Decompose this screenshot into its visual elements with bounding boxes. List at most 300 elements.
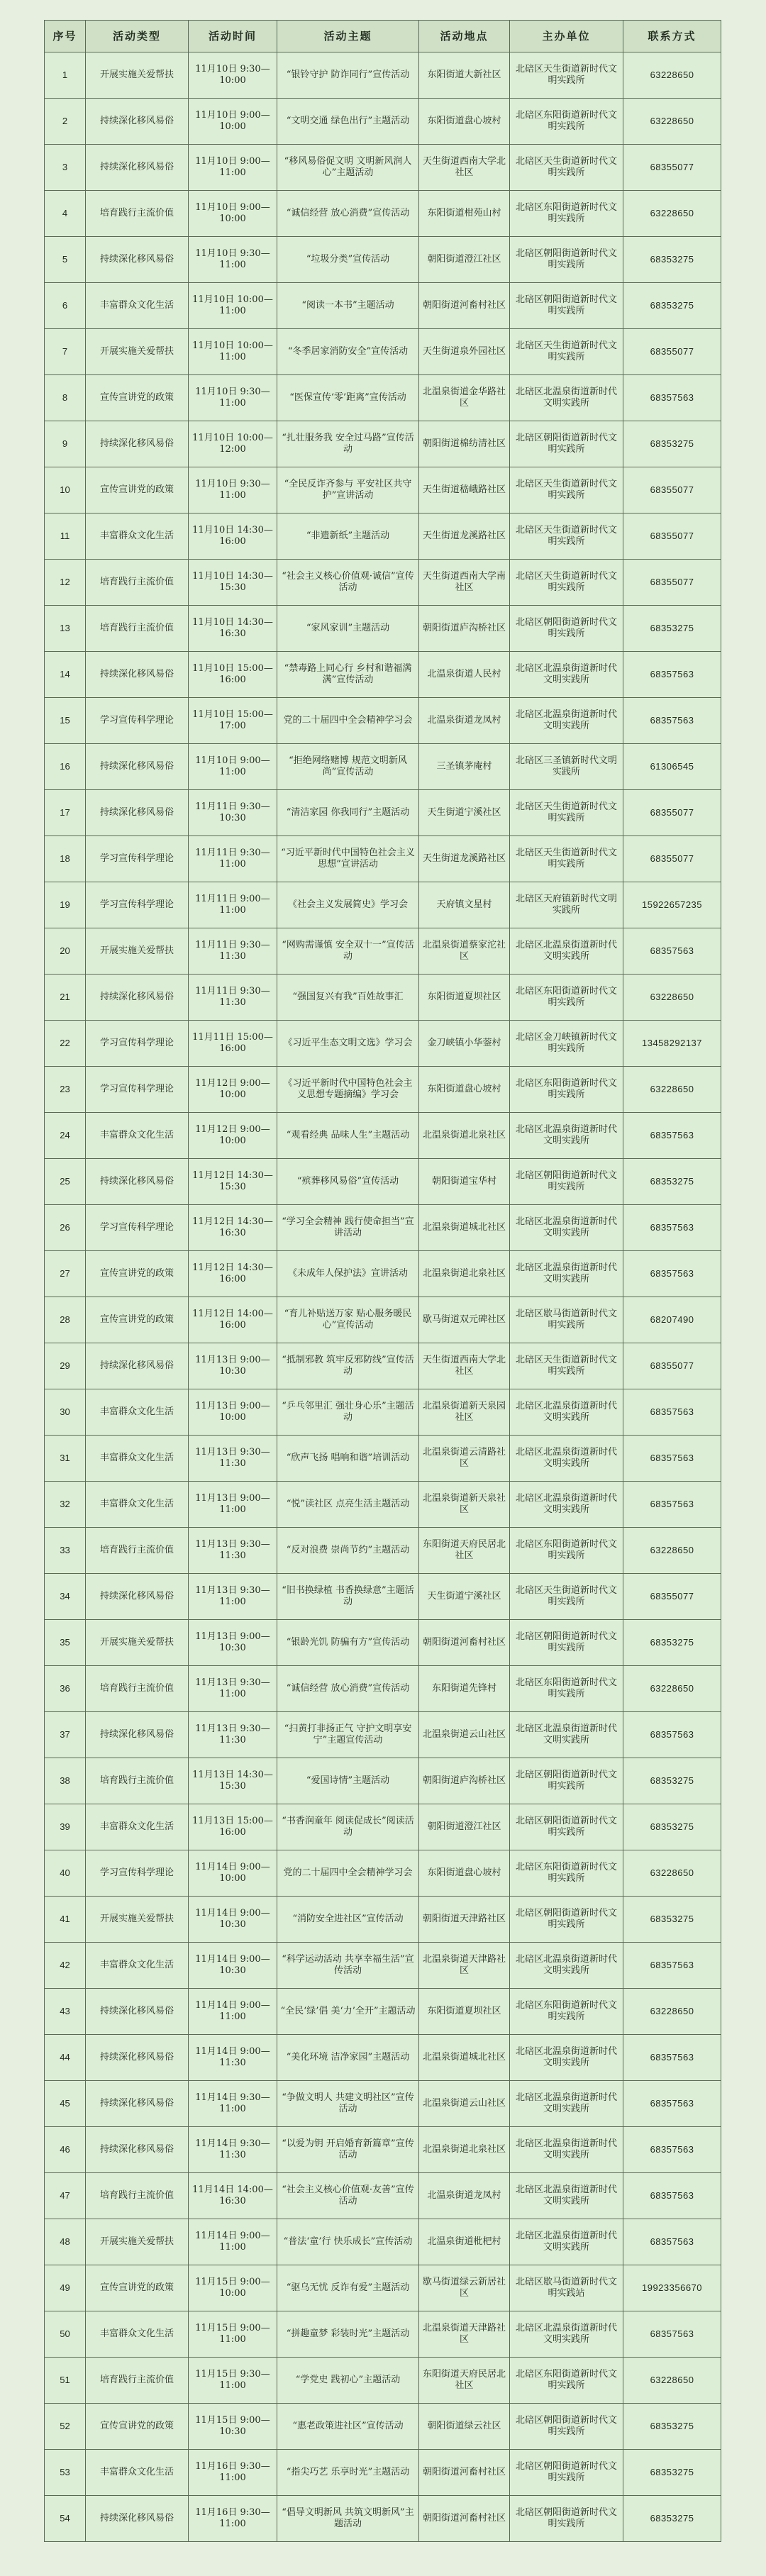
cell-no: 29 — [45, 1343, 86, 1389]
cell-contact: 68357563 — [623, 1389, 721, 1436]
cell-host: 北碚区北温泉街道新时代文明实践所 — [510, 2219, 623, 2265]
cell-place: 北温泉街道天津路社区 — [419, 1943, 510, 1989]
cell-type: 培育践行主流价值 — [86, 1758, 189, 1804]
cell-theme: “移风易俗促文明 文明新风润人心”主题活动 — [277, 145, 419, 191]
cell-place: 东阳街道盘心坡村 — [419, 99, 510, 145]
cell-theme: “家风家训”主题活动 — [277, 606, 419, 652]
cell-time: 11月12日 14:30—16:00 — [189, 1251, 277, 1297]
cell-theme: “育儿补贴送万家 贴心服务暖民心”宣传活动 — [277, 1297, 419, 1343]
table-row — [45, 652, 721, 698]
header-theme: 活动主题 — [277, 21, 419, 52]
cell-time: 11月10日 10:00—12:00 — [189, 421, 277, 467]
cell-time: 11月14日 9:00—11:00 — [189, 1989, 277, 2035]
cell-time: 11月12日 14:30—15:30 — [189, 1159, 277, 1205]
cell-host: 北碚区北温泉街道新时代文明实践所 — [510, 2311, 623, 2358]
cell-host: 北碚区北温泉街道新时代文明实践所 — [510, 375, 623, 421]
cell-theme: “全民反诈齐参与 平安社区共守护”宣讲活动 — [277, 467, 419, 513]
table-row — [45, 882, 721, 928]
cell-type: 学习宣传科学理论 — [86, 1021, 189, 1067]
cell-contact: 68353275 — [623, 2404, 721, 2450]
cell-host: 北碚区北温泉街道新时代文明实践所 — [510, 2035, 623, 2081]
cell-type: 持续深化移风易俗 — [86, 1343, 189, 1389]
cell-place: 东阳街道天府民居北社区 — [419, 1528, 510, 1574]
cell-no: 13 — [45, 606, 86, 652]
cell-host: 北碚区东阳街道新时代文明实践所 — [510, 99, 623, 145]
cell-contact: 68357563 — [623, 375, 721, 421]
cell-type: 开展实施关爱帮扶 — [86, 52, 189, 99]
cell-host: 北碚区天生街道新时代文明实践所 — [510, 145, 623, 191]
cell-host: 北碚区天生街道新时代文明实践所 — [510, 329, 623, 375]
cell-no: 46 — [45, 2127, 86, 2173]
cell-type: 持续深化移风易俗 — [86, 2127, 189, 2173]
cell-type: 开展实施关爱帮扶 — [86, 2219, 189, 2265]
cell-place: 北温泉街道云山社区 — [419, 1712, 510, 1758]
cell-contact: 63228650 — [623, 52, 721, 99]
cell-contact: 68357563 — [623, 1113, 721, 1159]
cell-host: 北碚区朝阳街道新时代文明实践所 — [510, 1758, 623, 1804]
cell-type: 培育践行主流价值 — [86, 560, 189, 606]
cell-place: 金刀峡镇小华蓥村 — [419, 1021, 510, 1067]
cell-type: 持续深化移风易俗 — [86, 2081, 189, 2127]
cell-no: 12 — [45, 560, 86, 606]
cell-host: 北碚区北温泉街道新时代文明实践所 — [510, 698, 623, 744]
cell-type: 持续深化移风易俗 — [86, 1712, 189, 1758]
cell-theme: “诚信经营 放心消费”宣传活动 — [277, 1666, 419, 1712]
cell-place: 北温泉街道北泉社区 — [419, 2127, 510, 2173]
cell-type: 培育践行主流价值 — [86, 1528, 189, 1574]
cell-place: 天生街道西南大学北社区 — [419, 145, 510, 191]
cell-host: 北碚区天生街道新时代文明实践所 — [510, 836, 623, 882]
table-row — [45, 1021, 721, 1067]
table-row — [45, 928, 721, 975]
cell-host: 北碚区天生街道新时代文明实践所 — [510, 560, 623, 606]
cell-contact: 68353275 — [623, 2496, 721, 2542]
cell-no: 30 — [45, 1389, 86, 1436]
cell-time: 11月10日 15:00—16:00 — [189, 652, 277, 698]
table-row — [45, 375, 721, 421]
cell-contact: 68353275 — [623, 1804, 721, 1850]
cell-type: 宣传宣讲党的政策 — [86, 1297, 189, 1343]
cell-contact: 63228650 — [623, 2358, 721, 2404]
table-row — [45, 2035, 721, 2081]
cell-no: 42 — [45, 1943, 86, 1989]
table-row — [45, 790, 721, 836]
cell-type: 丰富群众文化生活 — [86, 2311, 189, 2358]
table-row — [45, 1850, 721, 1897]
cell-type: 学习宣传科学理论 — [86, 1850, 189, 1897]
table-row — [45, 1343, 721, 1389]
cell-time: 11月10日 14:30—15:30 — [189, 560, 277, 606]
cell-contact: 68355077 — [623, 560, 721, 606]
activity-schedule-sheet — [44, 20, 721, 2542]
cell-no: 54 — [45, 2496, 86, 2542]
cell-no: 47 — [45, 2173, 86, 2219]
cell-place: 东阳街道夏坝社区 — [419, 975, 510, 1021]
cell-type: 持续深化移风易俗 — [86, 652, 189, 698]
table-row — [45, 467, 721, 513]
cell-time: 11月10日 14:30—16:00 — [189, 513, 277, 560]
cell-theme: “消防安全进社区”宣传活动 — [277, 1897, 419, 1943]
cell-contact: 68357563 — [623, 928, 721, 975]
cell-contact: 68207490 — [623, 1297, 721, 1343]
cell-type: 丰富群众文化生活 — [86, 1482, 189, 1528]
cell-host: 北碚区天生街道新时代文明实践所 — [510, 1574, 623, 1620]
cell-time: 11月10日 9:30—10:00 — [189, 52, 277, 99]
header-time: 活动时间 — [189, 21, 277, 52]
cell-place: 三圣镇茅庵村 — [419, 744, 510, 790]
cell-theme: 《未成年人保护法》宣讲活动 — [277, 1251, 419, 1297]
cell-no: 8 — [45, 375, 86, 421]
cell-no: 39 — [45, 1804, 86, 1850]
cell-type: 持续深化移风易俗 — [86, 975, 189, 1021]
table-row — [45, 1113, 721, 1159]
cell-host: 北碚区东阳街道新时代文明实践所 — [510, 1067, 623, 1113]
cell-type: 丰富群众文化生活 — [86, 1943, 189, 1989]
cell-contact: 68353275 — [623, 1758, 721, 1804]
cell-no: 23 — [45, 1067, 86, 1113]
cell-type: 开展实施关爱帮扶 — [86, 1897, 189, 1943]
cell-place: 朝阳街道河畜村社区 — [419, 2450, 510, 2496]
cell-contact: 63228650 — [623, 1850, 721, 1897]
cell-type: 持续深化移风易俗 — [86, 1159, 189, 1205]
cell-no: 18 — [45, 836, 86, 882]
cell-type: 持续深化移风易俗 — [86, 237, 189, 283]
cell-contact: 68355077 — [623, 1574, 721, 1620]
cell-type: 丰富群众文化生活 — [86, 1436, 189, 1482]
cell-type: 丰富群众文化生活 — [86, 2450, 189, 2496]
cell-no: 35 — [45, 1620, 86, 1666]
cell-contact: 68357563 — [623, 698, 721, 744]
cell-no: 19 — [45, 882, 86, 928]
cell-contact: 63228650 — [623, 1666, 721, 1712]
cell-time: 11月10日 9:00—11:00 — [189, 145, 277, 191]
cell-time: 11月12日 9:00—10:00 — [189, 1067, 277, 1113]
cell-contact: 68353275 — [623, 1159, 721, 1205]
cell-theme: “科学运动活动 共享幸福生活”宣传活动 — [277, 1943, 419, 1989]
cell-time: 11月13日 9:00—10:00 — [189, 1389, 277, 1436]
cell-host: 北碚区金刀峡镇新时代文明实践所 — [510, 1021, 623, 1067]
table-row — [45, 975, 721, 1021]
cell-place: 东阳街道柑苑山村 — [419, 191, 510, 237]
cell-theme: “冬季居家消防安全”宣传活动 — [277, 329, 419, 375]
cell-host: 北碚区朝阳街道新时代文明实践所 — [510, 1804, 623, 1850]
cell-time: 11月13日 9:00—10:30 — [189, 1343, 277, 1389]
table-row — [45, 2404, 721, 2450]
cell-contact: 63228650 — [623, 1067, 721, 1113]
cell-theme: “社会主义核心价值观·诚信”宣传活动 — [277, 560, 419, 606]
cell-no: 49 — [45, 2265, 86, 2311]
cell-host: 北碚区朝阳街道新时代文明实践所 — [510, 421, 623, 467]
cell-time: 11月11日 9:30—10:30 — [189, 790, 277, 836]
cell-time: 11月12日 9:00—10:00 — [189, 1113, 277, 1159]
cell-no: 48 — [45, 2219, 86, 2265]
cell-type: 持续深化移风易俗 — [86, 1574, 189, 1620]
cell-time: 11月10日 15:00—17:00 — [189, 698, 277, 744]
table-row — [45, 1067, 721, 1113]
cell-host: 北碚区朝阳街道新时代文明实践所 — [510, 1159, 623, 1205]
cell-theme: “全民‘绿’倡 美‘力’全开”主题活动 — [277, 1989, 419, 2035]
cell-theme: “非遗新纸”主题活动 — [277, 513, 419, 560]
cell-host: 北碚区北温泉街道新时代文明实践所 — [510, 1712, 623, 1758]
cell-contact: 68357563 — [623, 1943, 721, 1989]
cell-no: 26 — [45, 1205, 86, 1251]
cell-type: 丰富群众文化生活 — [86, 513, 189, 560]
cell-theme: “以爱为钥 开启婚育新篇章”宣传活动 — [277, 2127, 419, 2173]
cell-place: 天生街道宁溪社区 — [419, 1574, 510, 1620]
cell-no: 38 — [45, 1758, 86, 1804]
cell-no: 16 — [45, 744, 86, 790]
table-row — [45, 1389, 721, 1436]
cell-no: 21 — [45, 975, 86, 1021]
cell-time: 11月11日 9:00—11:00 — [189, 882, 277, 928]
cell-type: 丰富群众文化生活 — [86, 1389, 189, 1436]
cell-host: 北碚区东阳街道新时代文明实践所 — [510, 1666, 623, 1712]
cell-no: 28 — [45, 1297, 86, 1343]
cell-no: 1 — [45, 52, 86, 99]
table-row — [45, 1436, 721, 1482]
cell-theme: 《社会主义发展简史》学习会 — [277, 882, 419, 928]
cell-type: 开展实施关爱帮扶 — [86, 1620, 189, 1666]
cell-theme: “医保宣传‘零’距离”宣传活动 — [277, 375, 419, 421]
table-row — [45, 329, 721, 375]
cell-no: 53 — [45, 2450, 86, 2496]
table-row — [45, 2173, 721, 2219]
cell-contact: 68355077 — [623, 329, 721, 375]
cell-host: 北碚区朝阳街道新时代文明实践所 — [510, 1620, 623, 1666]
cell-theme: “网购需谨慎 安全双十一”宣传活动 — [277, 928, 419, 975]
cell-time: 11月15日 9:00—10:30 — [189, 2404, 277, 2450]
cell-type: 持续深化移风易俗 — [86, 1989, 189, 2035]
table-row — [45, 1528, 721, 1574]
cell-place: 北温泉街道城北社区 — [419, 1205, 510, 1251]
table-row — [45, 1251, 721, 1297]
cell-host: 北碚区东阳街道新时代文明实践所 — [510, 191, 623, 237]
cell-time: 11月11日 15:00—16:00 — [189, 1021, 277, 1067]
cell-type: 培育践行主流价值 — [86, 1666, 189, 1712]
cell-theme: 党的二十届四中全会精神学习会 — [277, 698, 419, 744]
cell-no: 9 — [45, 421, 86, 467]
table-row — [45, 2219, 721, 2265]
table-row — [45, 1297, 721, 1343]
cell-time: 11月13日 9:30—11:00 — [189, 1574, 277, 1620]
cell-host: 北碚区朝阳街道新时代文明实践所 — [510, 283, 623, 329]
cell-time: 11月10日 9:30—11:00 — [189, 237, 277, 283]
cell-place: 天生街道西南大学南社区 — [419, 560, 510, 606]
cell-contact: 63228650 — [623, 1989, 721, 2035]
cell-contact: 63228650 — [623, 99, 721, 145]
table-row — [45, 744, 721, 790]
cell-type: 持续深化移风易俗 — [86, 790, 189, 836]
cell-type: 丰富群众文化生活 — [86, 1804, 189, 1850]
table-row — [45, 1989, 721, 2035]
table-row — [45, 237, 721, 283]
cell-no: 25 — [45, 1159, 86, 1205]
cell-host: 北碚区三圣镇新时代文明实践所 — [510, 744, 623, 790]
cell-no: 27 — [45, 1251, 86, 1297]
cell-type: 培育践行主流价值 — [86, 606, 189, 652]
cell-no: 45 — [45, 2081, 86, 2127]
cell-type: 开展实施关爱帮扶 — [86, 928, 189, 975]
cell-theme: “旧书换绿植 书香换绿意”主题活动 — [277, 1574, 419, 1620]
cell-theme: “殡葬移风易俗”宣传活动 — [277, 1159, 419, 1205]
cell-contact: 68355077 — [623, 467, 721, 513]
cell-theme: “悦”读社区 点亮生活主题活动 — [277, 1482, 419, 1528]
header-place: 活动地点 — [419, 21, 510, 52]
cell-place: 朝阳街道河畜村社区 — [419, 283, 510, 329]
table-row — [45, 2450, 721, 2496]
cell-time: 11月13日 9:30—11:30 — [189, 1436, 277, 1482]
cell-place: 天生街道宁溪社区 — [419, 790, 510, 836]
cell-place: 北温泉街道城北社区 — [419, 2035, 510, 2081]
cell-time: 11月10日 10:00—11:00 — [189, 329, 277, 375]
cell-host: 北碚区歇马街道新时代文明实践站 — [510, 2265, 623, 2311]
cell-place: 北温泉街道蔡家沱社区 — [419, 928, 510, 975]
table-row — [45, 2496, 721, 2542]
cell-host: 北碚区北温泉街道新时代文明实践所 — [510, 652, 623, 698]
cell-time: 11月11日 9:30—11:30 — [189, 975, 277, 1021]
cell-no: 10 — [45, 467, 86, 513]
cell-contact: 68353275 — [623, 606, 721, 652]
table-row — [45, 2358, 721, 2404]
table-row — [45, 1205, 721, 1251]
cell-place: 北温泉街道云清路社区 — [419, 1436, 510, 1482]
table-header-row — [45, 21, 721, 52]
cell-place: 北温泉街道北泉社区 — [419, 1113, 510, 1159]
cell-theme: “指尖巧艺 乐享时光”主题活动 — [277, 2450, 419, 2496]
cell-place: 东阳街道夏坝社区 — [419, 1989, 510, 2035]
cell-no: 41 — [45, 1897, 86, 1943]
cell-no: 22 — [45, 1021, 86, 1067]
cell-theme: “学习全会精神 践行使命担当”宣讲活动 — [277, 1205, 419, 1251]
cell-theme: 《习近平生态文明文选》学习会 — [277, 1021, 419, 1067]
cell-contact: 68353275 — [623, 2450, 721, 2496]
cell-contact: 68355077 — [623, 790, 721, 836]
table-row — [45, 283, 721, 329]
cell-host: 北碚区北温泉街道新时代文明实践所 — [510, 1436, 623, 1482]
cell-time: 11月16日 9:30—11:00 — [189, 2496, 277, 2542]
cell-host: 北碚区北温泉街道新时代文明实践所 — [510, 1482, 623, 1528]
cell-theme: “学党史 践初心”主题活动 — [277, 2358, 419, 2404]
cell-host: 北碚区朝阳街道新时代文明实践所 — [510, 237, 623, 283]
cell-place: 朝阳街道宝华村 — [419, 1159, 510, 1205]
cell-theme: “禁毒路上同心行 乡村和谐福满满”宣传活动 — [277, 652, 419, 698]
cell-theme: “银铃守护 防诈同行”宣传活动 — [277, 52, 419, 99]
table-row — [45, 1712, 721, 1758]
header-type: 活动类型 — [86, 21, 189, 52]
cell-place: 天府镇文星村 — [419, 882, 510, 928]
cell-theme: “争做文明人 共建文明社区”宣传活动 — [277, 2081, 419, 2127]
cell-theme: “抵制邪教 筑牢反邪防线”宣传活动 — [277, 1343, 419, 1389]
cell-type: 宣传宣讲党的政策 — [86, 467, 189, 513]
cell-host: 北碚区北温泉街道新时代文明实践所 — [510, 1389, 623, 1436]
table-row — [45, 1620, 721, 1666]
cell-theme: “观看经典 品味人生”主题活动 — [277, 1113, 419, 1159]
cell-no: 34 — [45, 1574, 86, 1620]
table-row — [45, 1574, 721, 1620]
cell-type: 培育践行主流价值 — [86, 2173, 189, 2219]
cell-time: 11月14日 9:00—10:00 — [189, 1850, 277, 1897]
cell-theme: 《习近平新时代中国特色社会主义思想专题摘编》学习会 — [277, 1067, 419, 1113]
cell-host: 北碚区朝阳街道新时代文明实践所 — [510, 2496, 623, 2542]
cell-no: 7 — [45, 329, 86, 375]
cell-contact: 68353275 — [623, 421, 721, 467]
cell-time: 11月13日 15:00—16:00 — [189, 1804, 277, 1850]
cell-time: 11月14日 9:00—10:30 — [189, 1897, 277, 1943]
cell-type: 宣传宣讲党的政策 — [86, 1251, 189, 1297]
cell-theme: “诚信经营 放心消费”宣传活动 — [277, 191, 419, 237]
cell-place: 朝阳街道澄江社区 — [419, 1804, 510, 1850]
cell-host: 北碚区朝阳街道新时代文明实践所 — [510, 2404, 623, 2450]
cell-no: 33 — [45, 1528, 86, 1574]
cell-contact: 68355077 — [623, 1343, 721, 1389]
cell-contact: 63228650 — [623, 191, 721, 237]
table-row — [45, 145, 721, 191]
cell-place: 北温泉街道龙凤村 — [419, 2173, 510, 2219]
cell-time: 11月10日 14:30—16:30 — [189, 606, 277, 652]
cell-host: 北碚区歇马街道新时代文明实践所 — [510, 1297, 623, 1343]
cell-contact: 68357563 — [623, 2173, 721, 2219]
table-row — [45, 836, 721, 882]
cell-place: 歇马街道绿云新居社区 — [419, 2265, 510, 2311]
cell-theme: “强国复兴有我”百姓故事汇 — [277, 975, 419, 1021]
table-body — [45, 52, 721, 2542]
cell-place: 北温泉街道新天泉园社区 — [419, 1389, 510, 1436]
cell-time: 11月14日 14:00—16:30 — [189, 2173, 277, 2219]
cell-type: 丰富群众文化生活 — [86, 283, 189, 329]
cell-contact: 68357563 — [623, 2311, 721, 2358]
cell-contact: 61306545 — [623, 744, 721, 790]
cell-place: 北温泉街道金华路社区 — [419, 375, 510, 421]
cell-time: 11月14日 9:30—11:00 — [189, 2081, 277, 2127]
cell-host: 北碚区东阳街道新时代文明实践所 — [510, 2358, 623, 2404]
cell-type: 学习宣传科学理论 — [86, 1205, 189, 1251]
cell-place: 朝阳街道河畜村社区 — [419, 1620, 510, 1666]
cell-no: 50 — [45, 2311, 86, 2358]
cell-no: 6 — [45, 283, 86, 329]
cell-time: 11月10日 10:00—11:00 — [189, 283, 277, 329]
cell-no: 24 — [45, 1113, 86, 1159]
table-row — [45, 2311, 721, 2358]
cell-place: 东阳街道大新社区 — [419, 52, 510, 99]
cell-time: 11月12日 14:00—16:00 — [189, 1297, 277, 1343]
cell-theme: “驱乌无忧 反诈有爱”主题活动 — [277, 2265, 419, 2311]
cell-time: 11月14日 9:00—10:30 — [189, 1943, 277, 1989]
cell-host: 北碚区天生街道新时代文明实践所 — [510, 1343, 623, 1389]
cell-no: 15 — [45, 698, 86, 744]
cell-no: 44 — [45, 2035, 86, 2081]
cell-no: 32 — [45, 1482, 86, 1528]
cell-host: 北碚区天生街道新时代文明实践所 — [510, 790, 623, 836]
cell-time: 11月13日 9:00—10:30 — [189, 1620, 277, 1666]
cell-no: 43 — [45, 1989, 86, 2035]
cell-time: 11月13日 9:00—11:00 — [189, 1482, 277, 1528]
cell-time: 11月15日 9:30—11:00 — [189, 2358, 277, 2404]
cell-theme: “文明交通 绿色出行”主题活动 — [277, 99, 419, 145]
cell-host: 北碚区东阳街道新时代文明实践所 — [510, 1850, 623, 1897]
cell-time: 11月10日 9:00—10:00 — [189, 99, 277, 145]
cell-host: 北碚区天生街道新时代文明实践所 — [510, 52, 623, 99]
cell-time: 11月13日 9:30—11:30 — [189, 1528, 277, 1574]
table-row — [45, 698, 721, 744]
cell-type: 培育践行主流价值 — [86, 191, 189, 237]
cell-contact: 15922657235 — [623, 882, 721, 928]
cell-no: 3 — [45, 145, 86, 191]
cell-theme: “爱国诗情”主题活动 — [277, 1758, 419, 1804]
cell-no: 52 — [45, 2404, 86, 2450]
cell-type: 学习宣传科学理论 — [86, 836, 189, 882]
cell-no: 11 — [45, 513, 86, 560]
cell-place: 东阳街道先锋村 — [419, 1666, 510, 1712]
